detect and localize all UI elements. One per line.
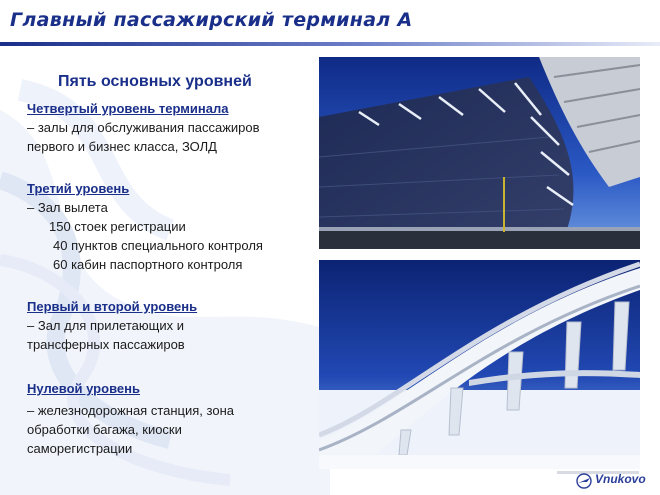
section-line: 40 пунктов специального контроля (53, 238, 263, 253)
section-level-4 (27, 99, 315, 156)
airplane-logo-icon (575, 473, 593, 489)
vnukovo-logo (575, 471, 655, 491)
section-heading: Третий уровень (27, 181, 130, 196)
section-line: 60 кабин паспортного контроля (53, 257, 243, 272)
title-divider (0, 42, 660, 46)
section-line: обработки багажа, киоски (27, 422, 182, 437)
section-level-1-2 (27, 297, 315, 354)
section-level-3 (27, 179, 315, 274)
elevated-road-photo (319, 260, 640, 469)
section-line: 150 стоек регистрации (49, 219, 186, 234)
slide-title: Главный пассажирский терминал А (10, 9, 413, 31)
section-line: первого и бизнес класса, ЗОЛД (27, 139, 217, 154)
photo-credit-watermark (557, 461, 639, 468)
terminal-facade-photo (319, 57, 640, 249)
section-line: – Зал вылета (27, 200, 108, 215)
section-line: – Зал для прилетающих и (27, 318, 184, 333)
section-heading: Четвертый уровень терминала (27, 101, 229, 116)
section-heading: Первый и второй уровень (27, 299, 198, 314)
section-level-0 (27, 379, 315, 458)
section-line: трансферных пассажиров (27, 337, 185, 352)
slide-subtitle: Пять основных уровней (58, 73, 252, 90)
logo-text: Vnukovo (595, 472, 646, 486)
section-line: – железнодорожная станция, зона (27, 403, 234, 418)
section-line: – залы для обслуживания пассажиров (27, 120, 260, 135)
section-heading: Нулевой уровень (27, 381, 140, 396)
section-line: саморегистрации (27, 441, 133, 456)
